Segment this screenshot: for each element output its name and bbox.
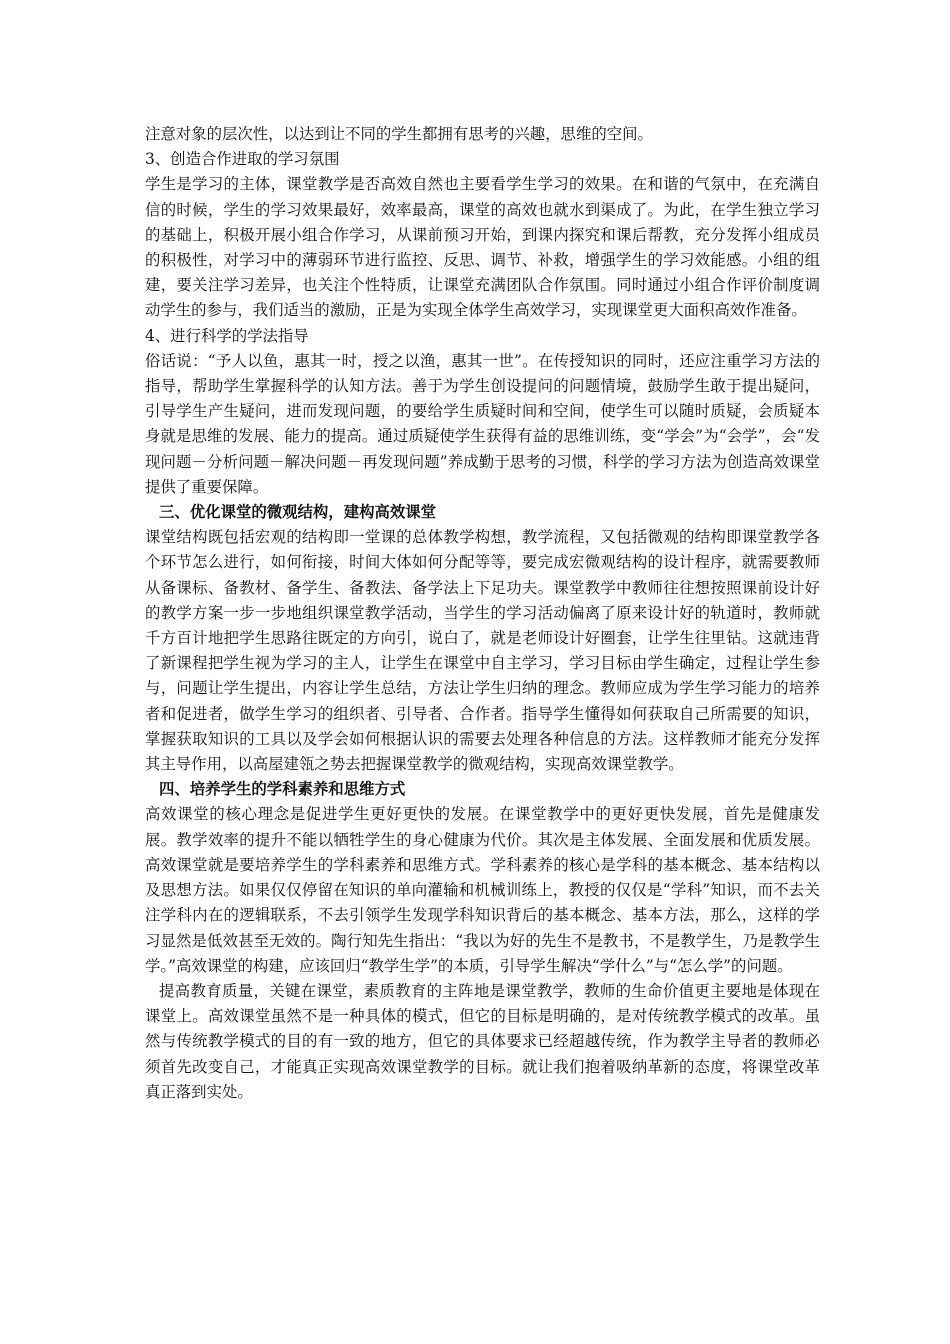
intro-paragraph: 注意对象的层次性，以达到让不同的学生都拥有思考的兴趣，思维的空间。 [145, 125, 653, 143]
section-four-heading: 四、培养学生的学科素养和思维方式 [159, 780, 406, 799]
section-four-paragraph: 高效课堂的核心理念是促进学生更好更快的发展。在课堂教学中的更好更快发展，首先是健康发展。教学效率的提升不能以牺牲学生的身心健康为代价。其次是主体发展、全面发展和优质发展。高效课堂就是要培养学生的学科素养和思维方式。学科素养的核心是学科的基本概念、基本结构以及思想方法。如果仅仅停留在知识的单向灌输和机械训练上，教授的仅仅是“学科”知识，而不去关注学科内在的逻辑联系，不去引领学生发现学科知识背后的基本概念、基本方法，那么，这样的学习显然是低效甚至无效的。陶行知先生指出：“我以为好的先生不是教书，不是教学生，乃是教学生学。”高效课堂的构建，应该回归“教学生学”的本质，引导学生解决“学什么”与“怎么学”的问题。 [145, 805, 820, 975]
section-three-heading: 三、优化课堂的微观结构，建构高效课堂 [159, 503, 437, 522]
section-three-paragraph: 课堂结构既包括宏观的结构即一堂课的总体教学构想，教学流程，又包括微观的结构即课堂教学各个环节怎么进行，如何衔接，时间大体如何分配等等，要完成宏微观结构的设计程序，就需要教师从备课标、备教材、备学生、备教法、备学法上下足功夫。课堂教学中教师往往想按照课前设计好的教学方案一步一步地组织课堂教学活动，当学生的学习活动偏离了原来设计好的轨道时，教师就千方百计地把学生思路往既定的方向引，说白了，就是老师设计好圈套，让学生往里钻。这就违背了新课程把学生视为学习的主人，让学生在课堂中自主学习，学习目标由学生确定，过程让学生参与，问题让学生提出，内容让学生总结，方法让学生归纳的理念。教师应成为学生学习能力的培养者和促进者，做学生学习的组织者、引导者、合作者。指导学生懂得如何获取自己所需要的知识，掌握获取知识的工具以及学会如何根据认识的需要去处理各种信息的方法。这样教师才能充分发挥其主导作用，以高屋建瓴之势去把握课堂教学的微观结构，实现高效课堂教学。 [145, 528, 820, 774]
section-4-heading: 4、进行科学的学法指导 [145, 326, 309, 345]
document-page [145, 122, 820, 1105]
conclusion-paragraph: 提高教育质量，关键在课堂，素质教育的主阵地是课堂教学，教师的生命价值更主要地是体现在课堂上。高效课堂虽然不是一种具体的模式，但它的目标是明确的，是对传统教学模式的改革。虽然与传统教学模式的目的有一致的地方，但它的具体要求已经超越传统，作为教学主导者的教师必须首先改变自己，才能真正实现高效课堂教学的目标。就让我们抱着吸纳革新的态度，将课堂改革真正落到实处。 [145, 981, 820, 1101]
section-4-paragraph: 俗话说：“予人以鱼，惠其一时，授之以渔，惠其一世”。在传授知识的同时，还应注重学习方法的指导，帮助学生掌握科学的认知方法。善于为学生创设提问的问题情境，鼓励学生敢于提出疑问，引导学生产生疑问，进而发现问题，的要给学生质疑时间和空间，使学生可以随时质疑，会质疑本身就是思维的发展、能力的提高。通过质疑使学生获得有益的思维训练，变“学会”为“会学”，会“发现问题－分析问题－解决问题－再发现问题”养成勤于思考的习惯，科学的学习方法为创造高效课堂提供了重要保障。 [145, 351, 820, 496]
section-3-paragraph: 学生是学习的主体，课堂教学是否高效自然也主要看学生学习的效果。在和谐的气氛中，在充满自信的时候，学生的学习效果最好，效率最高，课堂的高效也就水到渠成了。为此，在学生独立学习的基础上，积极开展小组合作学习，从课前预习开始，到课内探究和课后帮教，充分发挥小组成员的积极性，对学习中的薄弱环节进行监控、反思、调节、补救，增强学生的学习效能感。小组的组建，要关注学习差异，也关注个性特质，让课堂充满团队合作氛围。同时通过小组合作评价制度调动学生的参与，我们适当的激励，正是为实现全体学生高效学习，实现课堂更大面积高效作准备。 [145, 175, 820, 320]
section-3-heading: 3、创造合作进取的学习氛围 [145, 150, 340, 169]
